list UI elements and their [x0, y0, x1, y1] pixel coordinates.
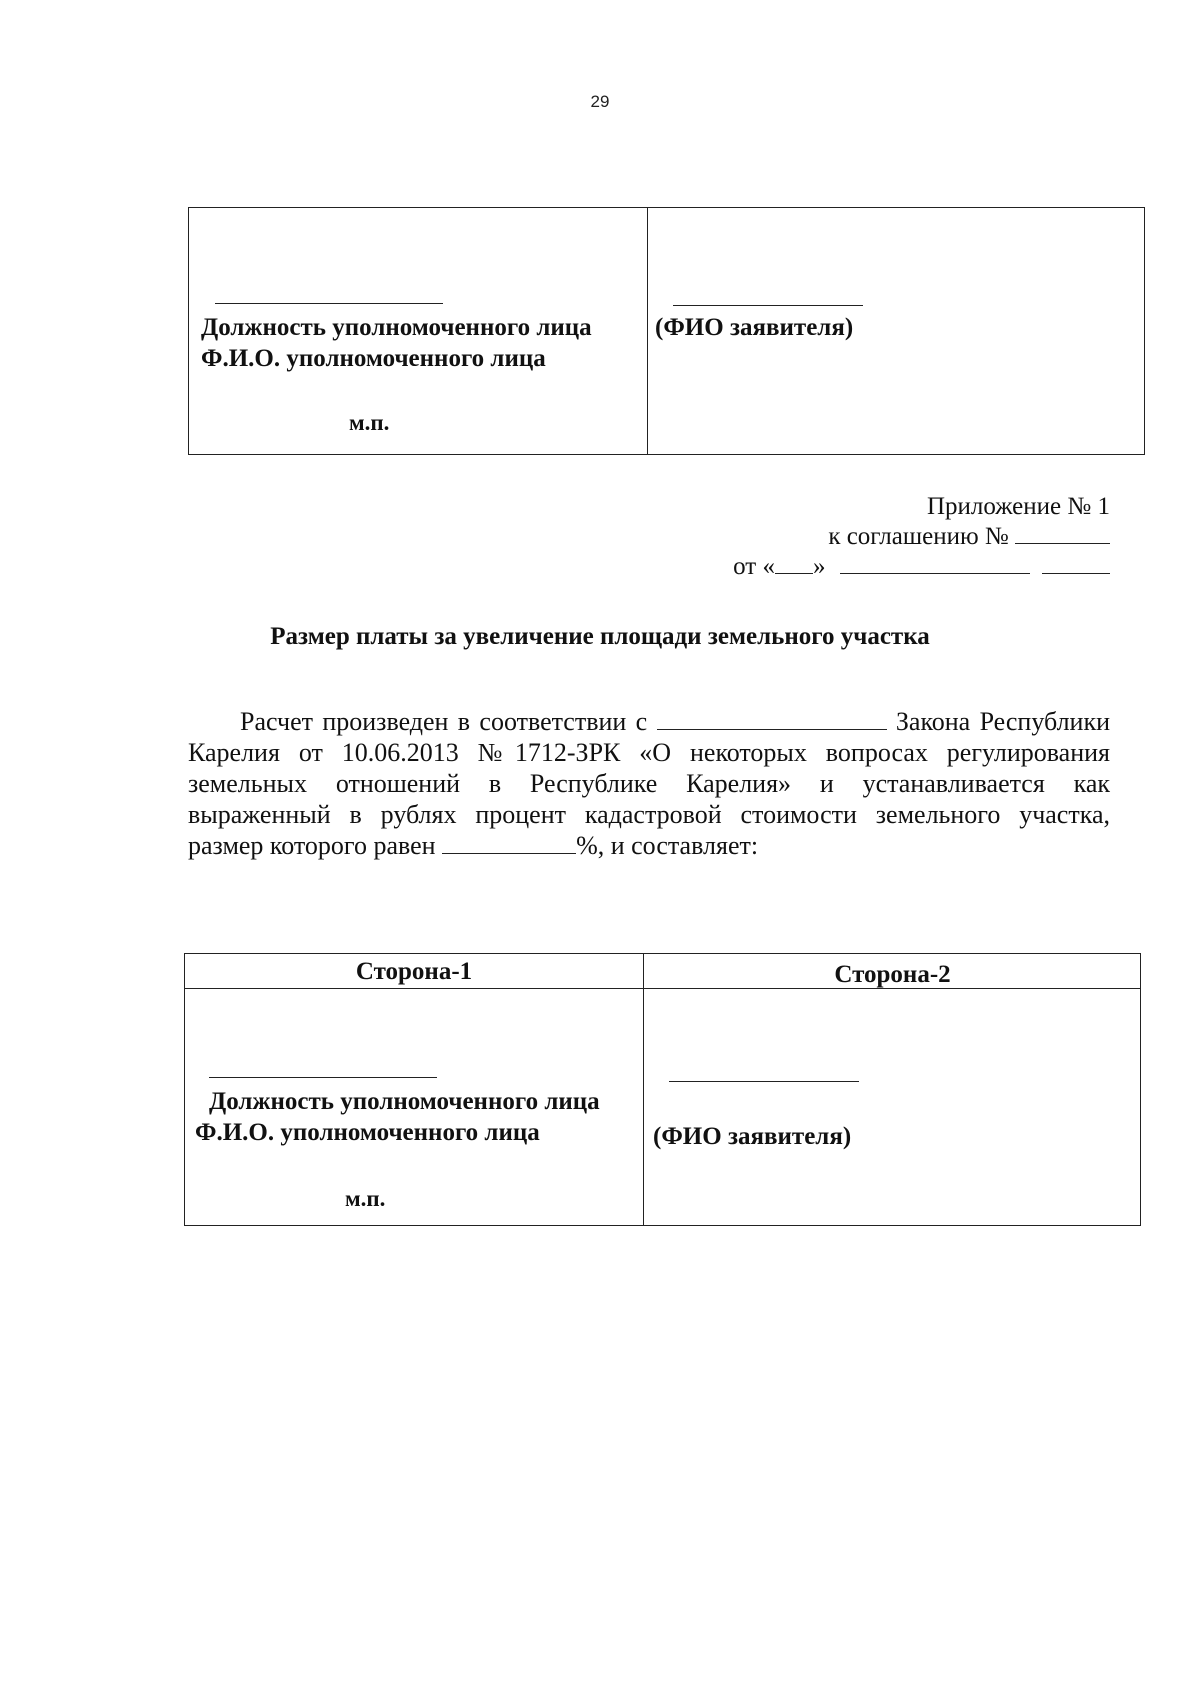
paragraph-line-4: выраженный в рублях процент кадастровой стоимости земельного участка,: [188, 800, 1110, 829]
agreement-number-blank: [1015, 525, 1110, 544]
month-blank: [840, 555, 1030, 574]
applicant-name: (ФИО заявителя): [653, 1123, 852, 1150]
party-1-header: Сторона-1: [355, 958, 473, 985]
signature-line-left: [209, 1077, 437, 1078]
annex-agreement-label: к соглашению №: [828, 523, 1009, 550]
percent-blank: [442, 835, 576, 854]
authorized-person-position: Должность уполномоченного лица: [201, 314, 592, 341]
paragraph-line-5-start: размер которого равен: [188, 831, 436, 860]
paragraph-line-2: Карелия от 10.06.2013 №1712-ЗРК «О некоторых вопросах регулирования: [188, 738, 1110, 767]
page-number: 29: [590, 92, 610, 111]
section-heading: Размер платы за увеличение площади земельного участка: [270, 623, 930, 650]
day-blank: [775, 555, 813, 574]
column-divider: [643, 954, 644, 1225]
party-2-header: Сторона-2: [834, 961, 951, 988]
signature-table-bottom: [184, 953, 1141, 1226]
date-open-quote: от «: [733, 553, 775, 580]
annex-number: Приложение № 1: [926, 493, 1110, 520]
header-divider: [185, 988, 1140, 989]
year-blank: [1042, 555, 1110, 574]
signature-line-right: [673, 305, 863, 306]
paragraph-line-1-end: Закона Республики: [895, 707, 1110, 736]
applicant-name: (ФИО заявителя): [655, 314, 854, 341]
seal-label: м.п.: [345, 1186, 386, 1211]
signature-table-top: [188, 207, 1145, 455]
paragraph-line-5: [188, 830, 1110, 861]
column-divider: [647, 208, 648, 454]
paragraph-line-5-end: %, и составляет:: [576, 831, 759, 860]
annex-date-ref: [733, 554, 1110, 579]
seal-label: м.п.: [349, 410, 390, 435]
paragraph-line-1: [188, 706, 1110, 737]
law-article-blank: [657, 711, 887, 730]
annex-agreement-ref: [828, 524, 1110, 549]
signature-line-right: [669, 1081, 859, 1082]
authorized-person-name: Ф.И.О. уполномоченного лица: [201, 345, 546, 372]
paragraph-line-1-start: Расчет произведен в соответствии с: [240, 707, 648, 736]
authorized-person-position: Должность уполномоченного лица: [209, 1088, 600, 1115]
paragraph-line-3: земельных отношений в Республике Карелия» и устанавливается как: [188, 769, 1110, 798]
calculation-paragraph: [188, 706, 1110, 861]
signature-line-left: [215, 303, 443, 304]
date-close-quote: »: [813, 553, 826, 580]
authorized-person-name: Ф.И.О. уполномоченного лица: [195, 1119, 540, 1146]
